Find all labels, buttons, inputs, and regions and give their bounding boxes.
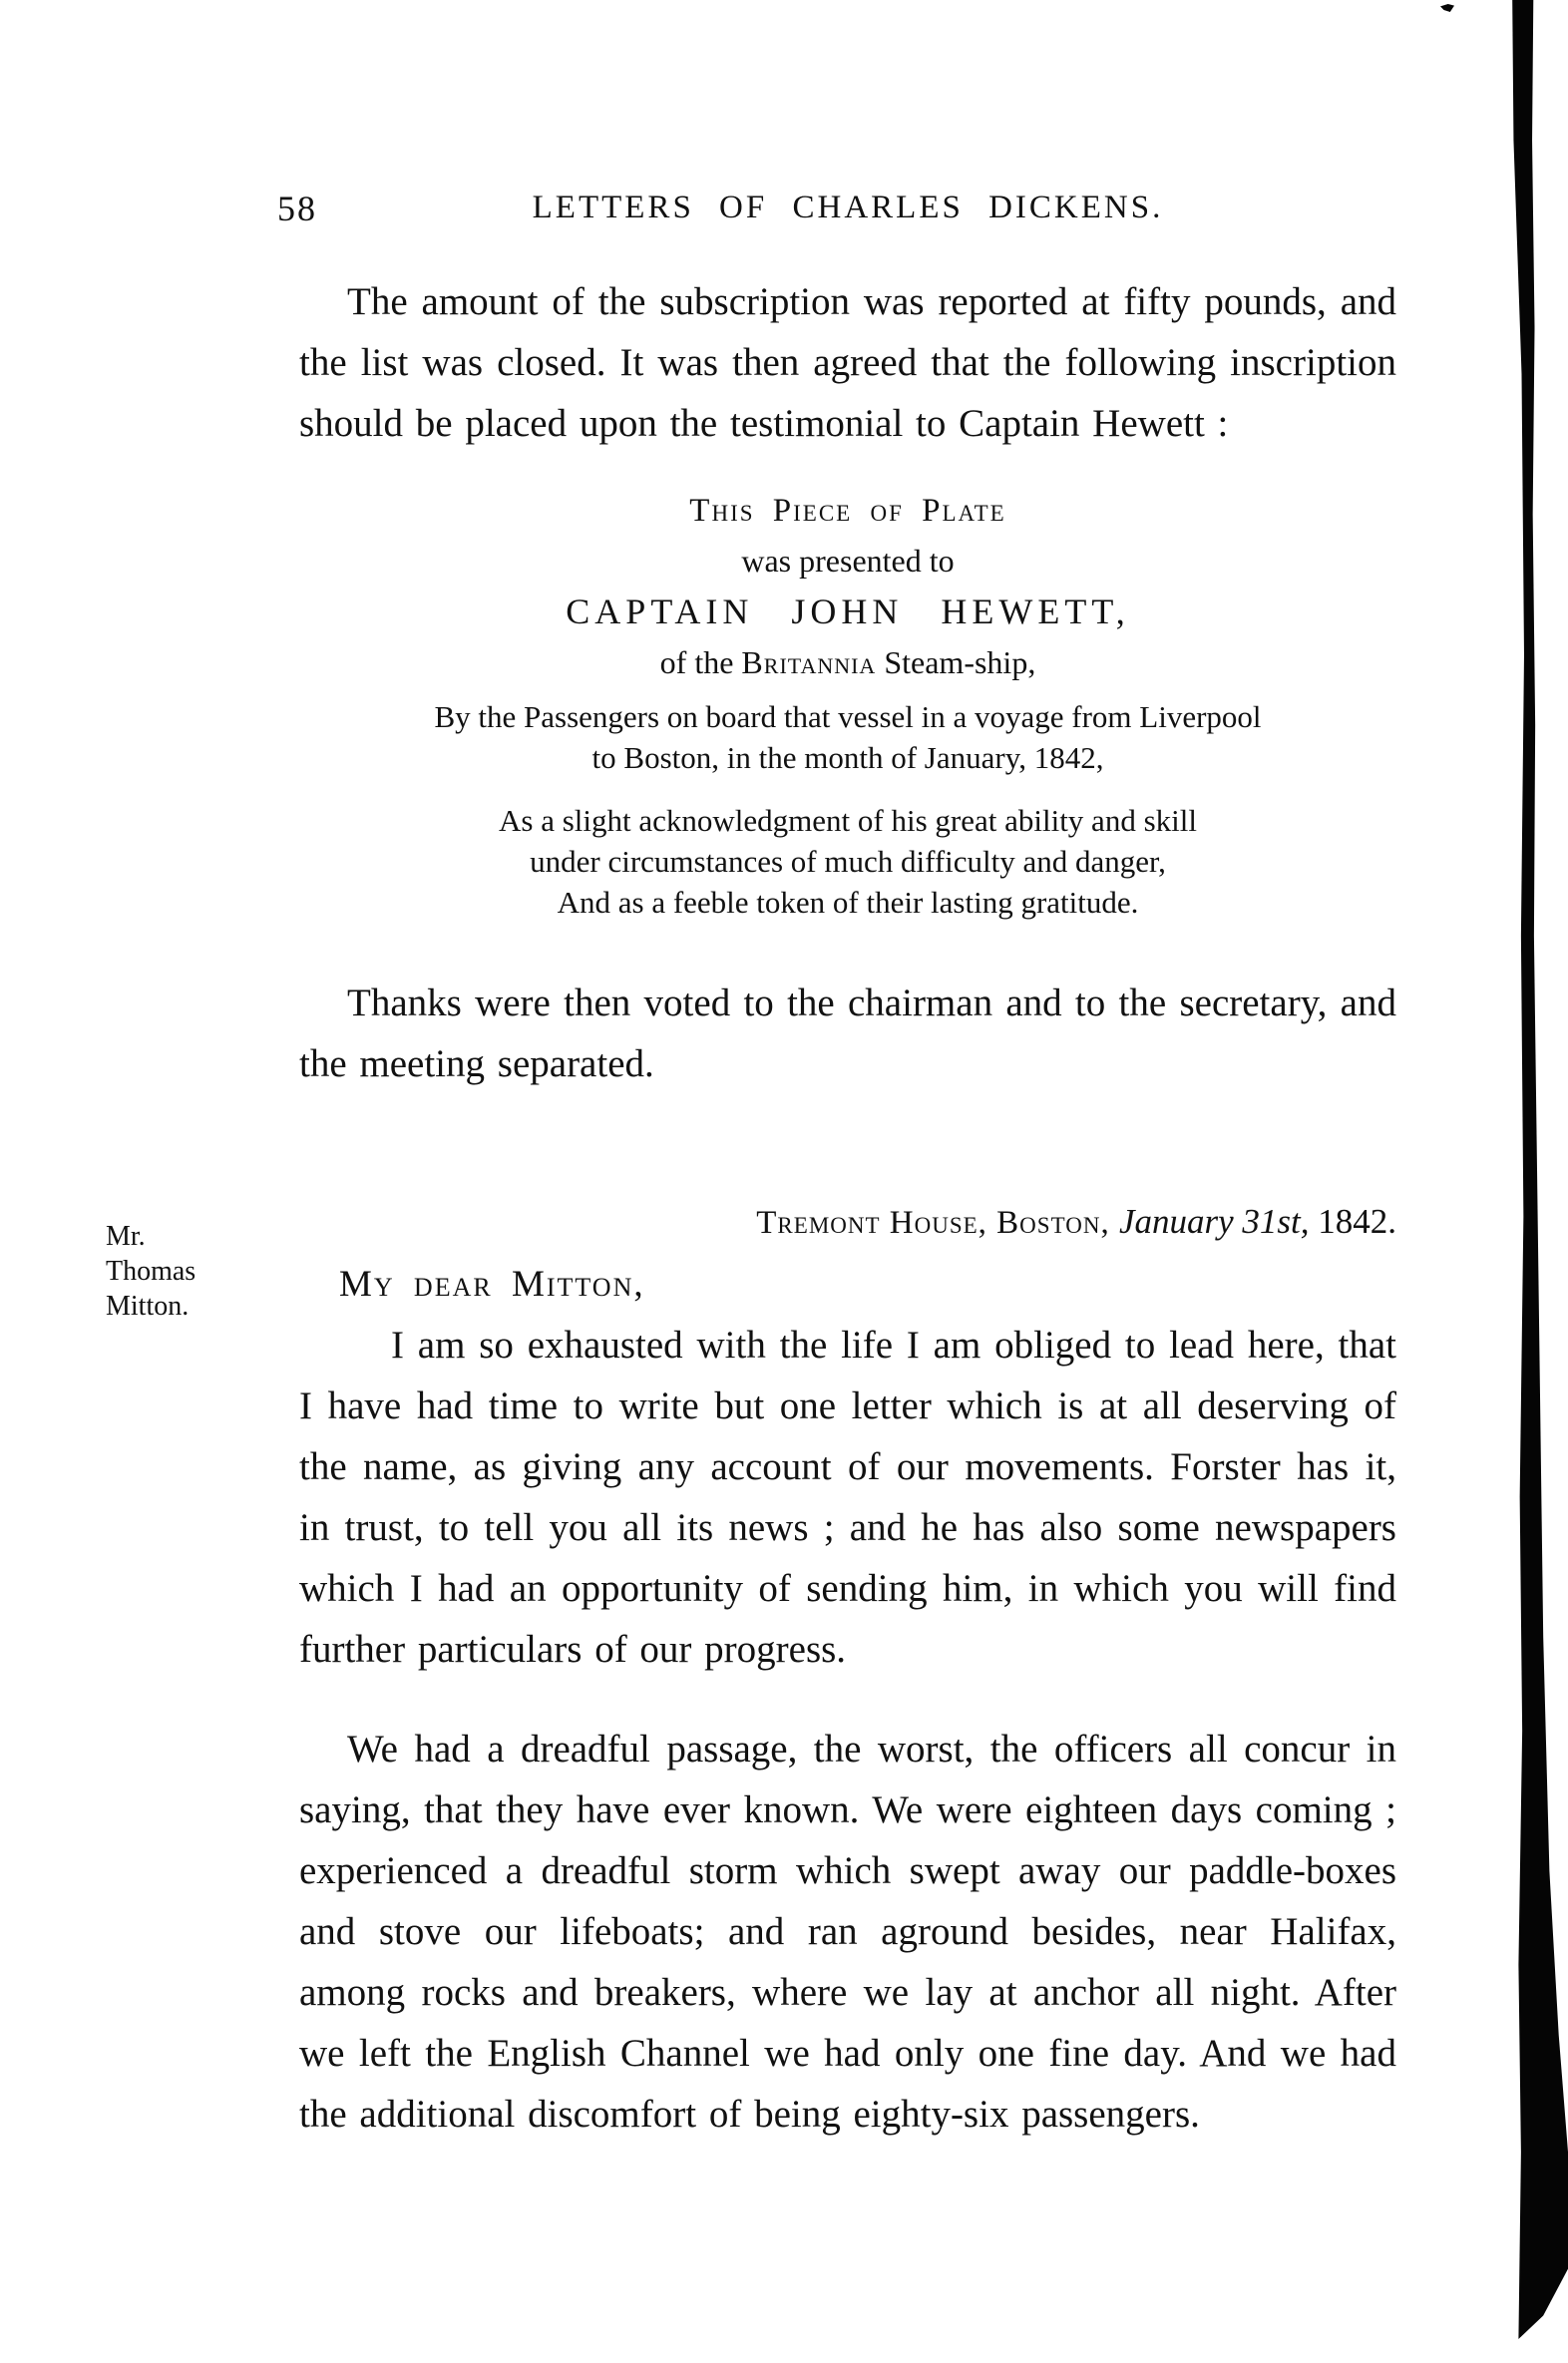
letter-salutation: My dear Mitton,	[339, 1264, 645, 1305]
running-title: LETTERS OF CHARLES DICKENS.	[532, 190, 1164, 225]
ship-name-smallcaps: Britannia	[741, 644, 877, 680]
inscription-passengers-line-2: to Boston, in the month of January, 1842,	[591, 740, 1104, 775]
letter-section	[299, 1200, 1396, 2145]
inscription-block	[299, 493, 1396, 923]
intro-paragraph: The amount of the subscription was reported at fifty pounds, and the list was closed. It was then agreed that the following inscription should be placed upon the testimonial to Captain Hewett :	[299, 280, 1396, 445]
inscription-tribute-group	[299, 800, 1396, 923]
ship-line-pre: of the	[659, 644, 742, 680]
dateline-place: Tremont House, Boston,	[756, 1205, 1119, 1241]
dateline-date: January 31st,	[1118, 1202, 1319, 1241]
letter-dateline	[299, 1200, 1396, 1245]
margin-note-line-2: Thomas	[106, 1256, 196, 1287]
thanks-paragraph: Thanks were then voted to the chairman and to the secretary, and the meeting separated.	[299, 982, 1396, 1085]
margin-note-line-1: Mr.	[106, 1221, 146, 1252]
dateline-year: 1842.	[1318, 1202, 1396, 1241]
inscription-tribute-line-3: And as a feeble token of their lasting gratitude.	[557, 885, 1139, 920]
inscription-passengers-group	[299, 696, 1396, 778]
inscription-line-ship	[299, 644, 1396, 681]
inscription-line-plate: This Piece of Plate	[689, 493, 1006, 529]
scan-gutter-shadow-bar	[1506, 0, 1568, 2339]
scan-speck-mark	[1440, 4, 1454, 12]
ship-line-post: Steam-ship,	[876, 644, 1036, 680]
margin-note-line-3: Mitton.	[106, 1291, 190, 1322]
running-head	[277, 188, 1396, 233]
margin-note-recipient	[106, 1219, 196, 1324]
inscription-tribute-line-2: under circumstances of much difficulty and danger,	[530, 844, 1166, 879]
inscription-tribute-line-1: As a slight acknowledgment of his great ability and skill	[499, 803, 1197, 838]
page-number: 58	[277, 189, 317, 228]
letter-paragraph-2: We had a dreadful passage, the worst, the officers all concur in saying, that they have ever known. We were eighteen days coming ; experienced a dreadful storm which swept away our paddle-boxes and stove our lifeboats; and ran aground besides, near Halifax, among rocks and breakers, where we lay at anchor all night. After we left the English Channel we had only one fine day. And we had the additional discomfort of being eighty-six passengers.	[299, 1728, 1396, 2136]
inscription-passengers-line-1: By the Passengers on board that vessel in a voyage from Liverpool	[434, 699, 1262, 734]
text-column	[277, 188, 1396, 2183]
inscription-line-presented: was presented to	[741, 543, 955, 579]
inscription-line-captain: CAPTAIN JOHN HEWETT,	[566, 591, 1130, 631]
letter-paragraph-1: I am so exhausted with the life I am obliged to lead here, that I have had time to write but one letter which is at all deserving of the name, as giving any account of our movements. Forster has it, in trust, to tell you all its news ; and he has also some newspapers which I had an opportunity of sending him, in which you will find further particulars of our progress.	[299, 1324, 1396, 1671]
